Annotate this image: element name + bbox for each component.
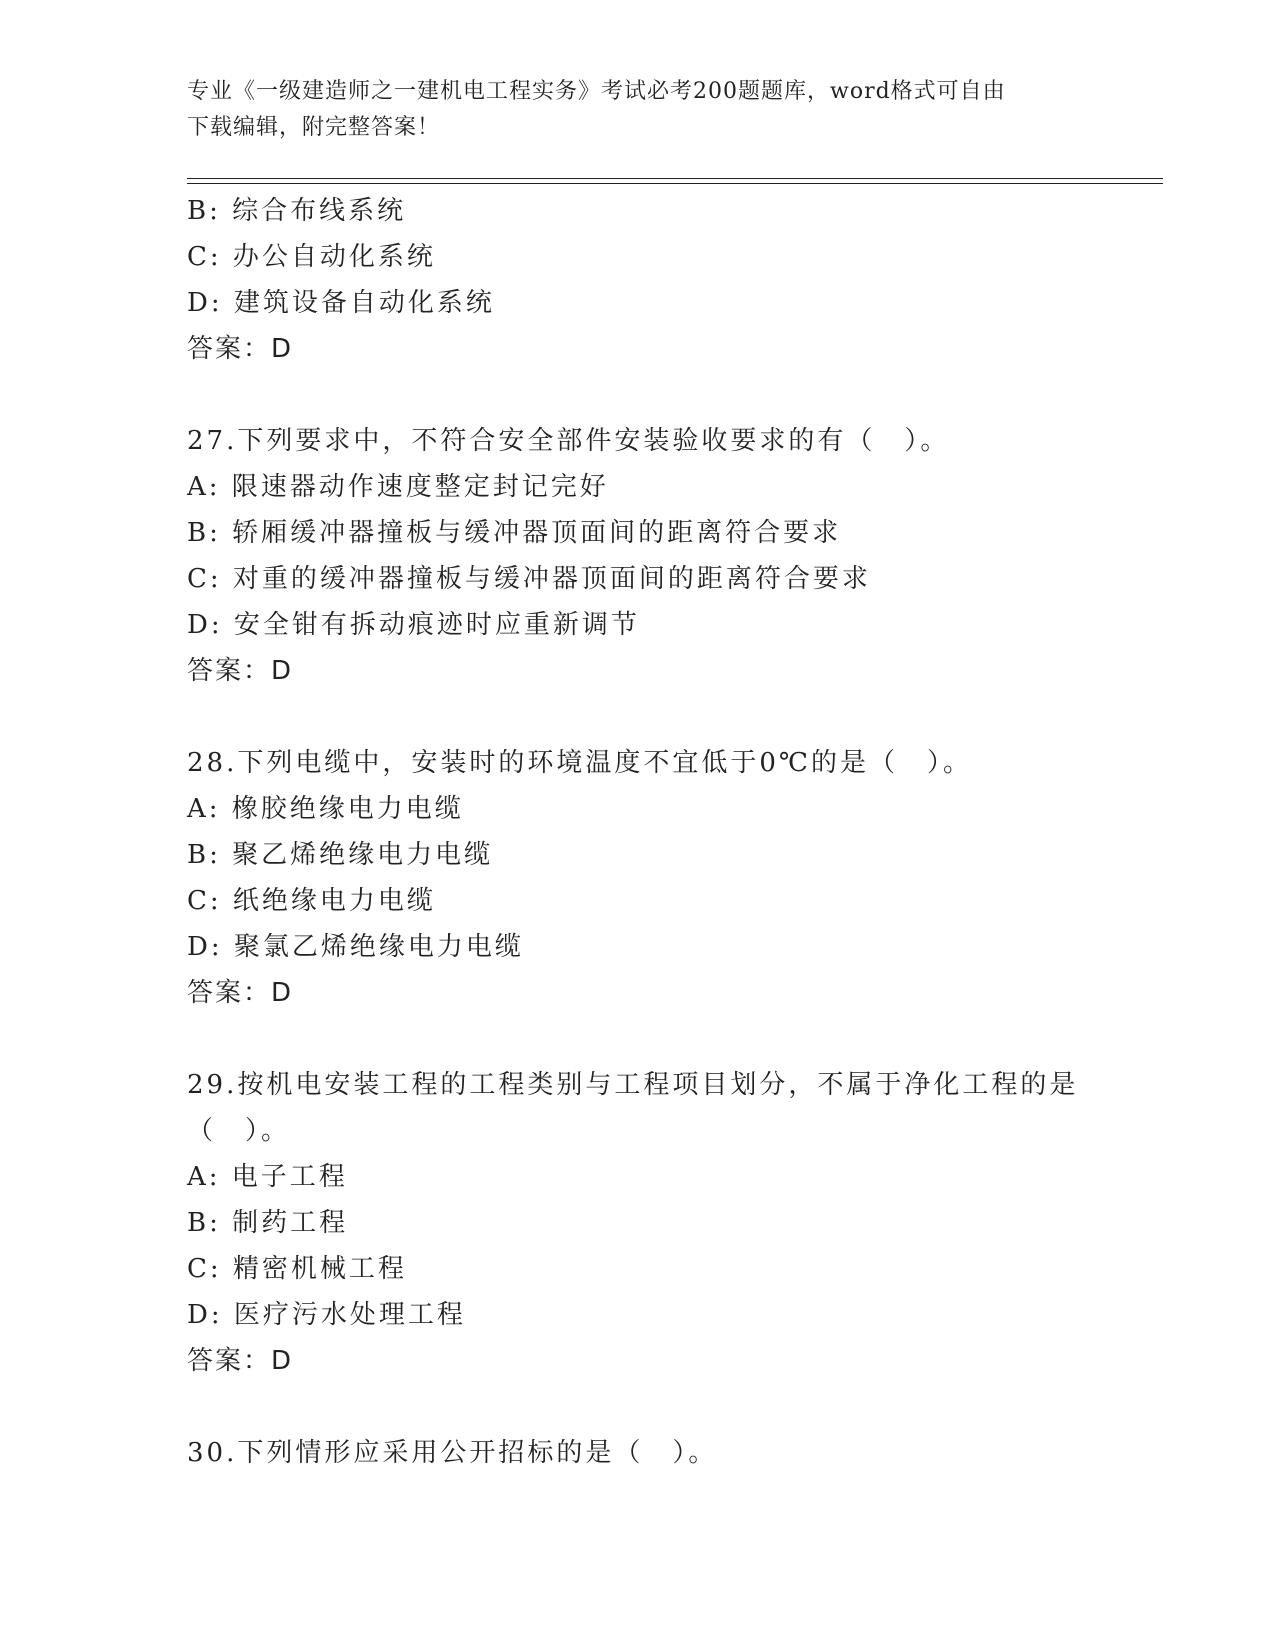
question-stem: 27.下列要求中，不符合安全部件安装验收要求的有（ ）。 (187, 426, 950, 456)
answer-line: 答案：D (187, 334, 294, 364)
spacer (187, 372, 1167, 418)
document-body (187, 188, 1167, 1476)
question-stem: 30.下列情形应采用公开招标的是（ ）。 (187, 1438, 718, 1468)
question-27 (187, 418, 1167, 694)
question-stem: 28.下列电缆中，安装时的环境温度不宜低于0℃的是（ ）。 (187, 748, 972, 778)
option-d: D: 医疗污水处理工程 (187, 1300, 466, 1330)
option-b: B: 综合布线系统 (187, 196, 407, 226)
header-rule-top (187, 178, 1163, 179)
spacer (187, 1016, 1167, 1062)
option-d: D: 聚氯乙烯绝缘电力电缆 (187, 932, 524, 962)
answer-line: 答案：D (187, 978, 294, 1008)
option-b: B: 轿厢缓冲器撞板与缓冲器顶面间的距离符合要求 (187, 518, 842, 548)
option-c: C: 办公自动化系统 (187, 242, 436, 272)
option-b: B: 制药工程 (187, 1208, 349, 1238)
question-29 (187, 1062, 1167, 1384)
answer-line: 答案：D (187, 1346, 294, 1376)
option-a: A: 电子工程 (187, 1162, 348, 1192)
question-stem-line-2: （ ）。 (187, 1116, 291, 1146)
answer-line: 答案：D (187, 656, 294, 686)
question-stem-line-1: 29.按机电安装工程的工程类别与工程项目划分，不属于净化工程的是 (187, 1070, 1079, 1100)
header-line-1: 专业《一级建造师之一建机电工程实务》考试必考200题题库，word格式可自由 (187, 79, 1006, 104)
spacer (187, 694, 1167, 740)
document-header (187, 74, 1087, 146)
header-rule-bottom (187, 183, 1163, 184)
option-c: C: 对重的缓冲器撞板与缓冲器顶面间的距离符合要求 (187, 564, 871, 594)
header-line-2: 下载编辑，附完整答案！ (187, 115, 441, 140)
option-c: C: 纸绝缘电力电缆 (187, 886, 436, 916)
question-30 (187, 1430, 1167, 1476)
question-28 (187, 740, 1167, 1016)
option-b: B: 聚乙烯绝缘电力电缆 (187, 840, 494, 870)
option-d: D: 安全钳有拆动痕迹时应重新调节 (187, 610, 640, 640)
option-a: A: 限速器动作速度整定封记完好 (187, 472, 609, 502)
option-d: D: 建筑设备自动化系统 (187, 288, 495, 318)
question-26-continued (187, 188, 1167, 372)
spacer (187, 1384, 1167, 1430)
option-c: C: 精密机械工程 (187, 1254, 407, 1284)
option-a: A: 橡胶绝缘电力电缆 (187, 794, 464, 824)
